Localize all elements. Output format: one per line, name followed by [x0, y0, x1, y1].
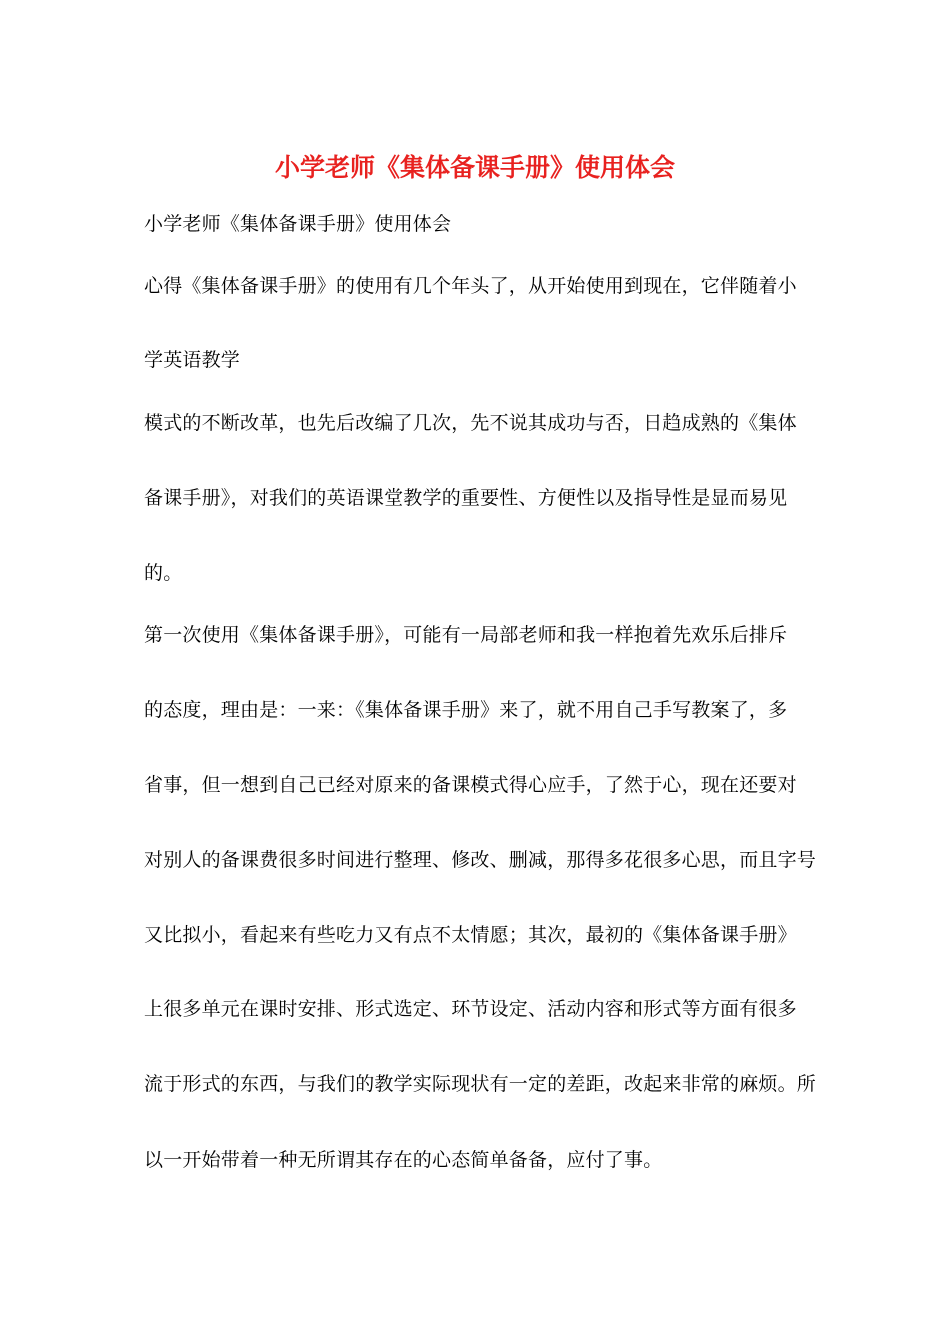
paragraph-line: 上很多单元在课时安排、形式选定、环节设定、活动内容和形式等方面有很多: [144, 998, 797, 1020]
paragraph-line: 备课手册》，对我们的英语课堂教学的重要性、方便性以及指导性是显而易见: [144, 487, 788, 509]
paragraph-line: 又比拟小，看起来有些吃力又有点不太情愿；其次，最初的《集体备课手册》: [144, 924, 797, 946]
subtitle-line: 小学老师《集体备课手册》使用体会: [144, 213, 452, 235]
paragraph-line: 的态度，理由是：一来：《集体备课手册》来了，就不用自己手写教案了，多: [144, 699, 788, 721]
paragraph-line: 对别人的备课费很多时间进行整理、修改、删减，那得多花很多心思，而且字号: [144, 849, 817, 871]
paragraph-line: 流于形式的东西，与我们的教学实际现状有一定的差距，改起来非常的麻烦。所: [144, 1073, 817, 1095]
paragraph-line: 学英语教学: [144, 349, 241, 371]
document-title: 小学老师《集体备课手册》使用体会: [274, 153, 675, 182]
paragraph-line: 的。: [144, 562, 183, 584]
paragraph-line: 以一开始带着一种无所谓其存在的心态简单备备，应付了事。: [144, 1149, 663, 1171]
paragraph-line: 省事，但一想到自己已经对原来的备课模式得心应手，了然于心，现在还要对: [144, 774, 797, 796]
paragraph-line: 模式的不断改革，也先后改编了几次，先不说其成功与否，日趋成熟的《集体: [144, 412, 797, 434]
paragraph-line: 第一次使用《集体备课手册》，可能有一局部老师和我一样抱着先欢乐后排斥: [144, 624, 788, 646]
paragraph-line: 心得《集体备课手册》的使用有几个年头了，从开始使用到现在，它伴随着小: [144, 275, 797, 297]
